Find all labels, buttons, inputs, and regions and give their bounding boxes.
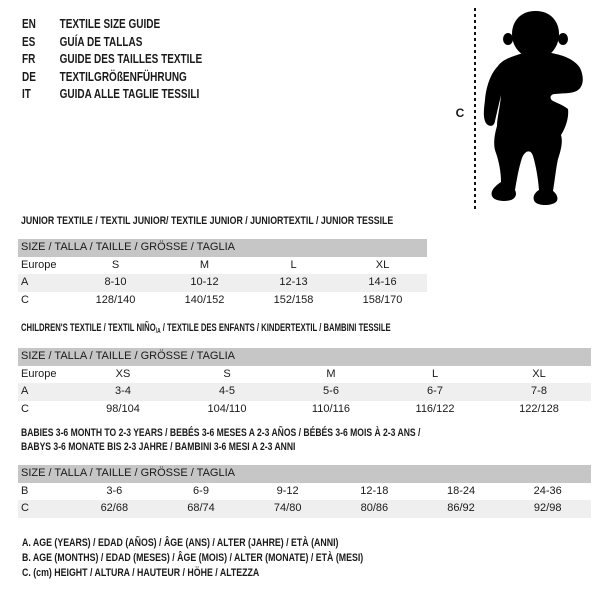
table-cell: XL: [532, 367, 546, 380]
table-cell: 12-13: [279, 276, 308, 288]
language-row-de: [22, 69, 202, 87]
language-code: ES: [22, 34, 36, 49]
size-header-bar: SIZE / TALLA / TAILLE / GRÖSSE / TAGLIA: [18, 239, 427, 257]
language-row-es: [22, 34, 202, 52]
babies-size-table: [18, 465, 591, 518]
language-row-en: [22, 16, 202, 34]
children-title-part1: CHILDREN'S TEXTILE / TEXTIL NIÑO: [21, 322, 156, 334]
table-cell: 9-12: [276, 484, 299, 497]
babies-section-title-line1: BABIES 3-6 MONTH TO 2-3 YEARS / BEBÉS 3-6 MESES A 2-3 AÑOS / BÉBÉS 3-6 MOIS À 2-3 ANS /: [21, 427, 421, 439]
height-measure-dashed-line: [474, 8, 476, 212]
table-cell: M: [326, 367, 336, 380]
row-label: B: [21, 484, 29, 497]
children-title-subscript: /A: [155, 328, 161, 335]
table-cell: 14-16: [368, 276, 397, 288]
table-cell: 128/140: [95, 293, 136, 306]
babies-section-title: [21, 426, 533, 454]
table-cell: M: [199, 258, 210, 271]
table-cell: 92/98: [533, 502, 562, 514]
language-title: GUÍA DE TALLAS: [59, 34, 143, 49]
language-title: GUIDE DES TAILLES TEXTILE: [59, 52, 203, 66]
table-cell: XL: [375, 258, 390, 271]
language-title: GUIDA ALLE TAGLIE TESSILI: [59, 87, 200, 101]
table-cell: 10-12: [190, 276, 219, 288]
table-cell: 62/68: [100, 502, 129, 514]
junior-section-title-text: JUNIOR TEXTILE / TEXTIL JUNIOR/ TEXTILE JUNIOR / JUNIORTEXTIL / JUNIOR TESSILE: [21, 215, 394, 227]
note-age-months: B. AGE (MONTHS) / EDAD (MESES) / ÂGE (MOIS) / ALTER (MONATE) / ETÀ (MESI): [22, 552, 364, 564]
junior-size-table: [18, 239, 427, 309]
table-cell: 18-24: [446, 484, 476, 497]
row-label: Europe: [21, 367, 57, 380]
table-cell: 98/104: [106, 402, 140, 415]
children-size-table: [18, 348, 591, 418]
table-cell: S: [223, 367, 231, 380]
row-label: Europe: [21, 258, 57, 271]
children-section-title: [21, 321, 549, 339]
language-title-list: [22, 16, 247, 104]
row-label: C: [21, 402, 29, 415]
table-cell: 7-8: [531, 385, 547, 397]
table-cell: 80/86: [360, 502, 389, 514]
language-code: IT: [22, 87, 31, 101]
table-cell: 74/80: [273, 502, 302, 514]
table-cell: 6-9: [193, 484, 209, 497]
children-section-title-text: [21, 321, 391, 339]
table-row-height-cm: [18, 292, 427, 310]
junior-section-title: [21, 214, 486, 228]
table-cell: 12-18: [360, 484, 389, 497]
row-label: A: [21, 385, 29, 397]
table-row-height-cm: [18, 401, 591, 419]
table-cell: 158/170: [362, 293, 403, 306]
table-row-height-cm: [18, 500, 591, 518]
table-cell: 86/92: [447, 502, 475, 514]
note-height-cm: C. (cm) HEIGHT / ALTURA / HAUTEUR / HÖHE / ALTEZZA: [22, 567, 260, 579]
toddler-silhouette-icon: [480, 0, 600, 215]
table-row-europe: [18, 366, 591, 384]
language-code: FR: [22, 52, 36, 66]
row-label: A: [21, 276, 29, 288]
table-cell: L: [290, 258, 297, 271]
height-measure-label: C: [455, 106, 465, 120]
table-cell: 122/128: [519, 402, 559, 415]
table-cell: 5-6: [323, 385, 339, 397]
table-cell: 110/116: [311, 402, 351, 415]
table-row-europe: [18, 257, 427, 275]
table-cell: 152/158: [273, 293, 314, 306]
language-row-it: [22, 86, 202, 104]
table-cell: 140/152: [184, 293, 225, 306]
legend-notes: [22, 536, 449, 581]
row-label: C: [21, 502, 29, 514]
children-title-part2: / TEXTILE DES ENFANTS / KINDERTEXTIL / BAMBINI TESSILE: [160, 322, 391, 334]
note-age-years: A. AGE (YEARS) / EDAD (AÑOS) / ÂGE (ANS) / ALTER (JAHRE) / ETÀ (ANNI): [22, 537, 339, 549]
table-row-age-months: [18, 483, 591, 501]
language-code: DE: [22, 69, 36, 84]
table-row-age-years: [18, 274, 427, 292]
table-cell: S: [111, 258, 120, 271]
row-label: C: [21, 293, 29, 306]
table-cell: 116/122: [415, 402, 455, 415]
language-row-fr: [22, 51, 202, 69]
table-cell: 3-6: [106, 484, 123, 497]
language-title: TEXTILGRÖßENFÜHRUNG: [59, 69, 187, 84]
table-cell: L: [431, 367, 439, 380]
table-cell: XS: [115, 367, 131, 380]
table-cell: 24-36: [533, 484, 562, 497]
size-header-bar: SIZE / TALLA / TAILLE / GRÖSSE / TAGLIA: [18, 465, 591, 483]
table-cell: 8-10: [104, 276, 127, 288]
language-code: EN: [22, 17, 36, 31]
table-cell: 68/74: [187, 502, 215, 514]
babies-section-title-line2: BABYS 3-6 MONATE BIS 2-3 JAHRE / BAMBINI 3-6 MESI A 2-3 ANNI: [21, 441, 296, 453]
language-title: TEXTILE SIZE GUIDE: [59, 17, 161, 31]
table-cell: 3-4: [115, 385, 131, 397]
table-row-age-years: [18, 383, 591, 401]
table-cell: 104/110: [207, 402, 247, 415]
size-header-bar: SIZE / TALLA / TAILLE / GRÖSSE / TAGLIA: [18, 348, 591, 366]
table-cell: 4-5: [219, 385, 235, 397]
table-cell: 6-7: [427, 385, 443, 397]
